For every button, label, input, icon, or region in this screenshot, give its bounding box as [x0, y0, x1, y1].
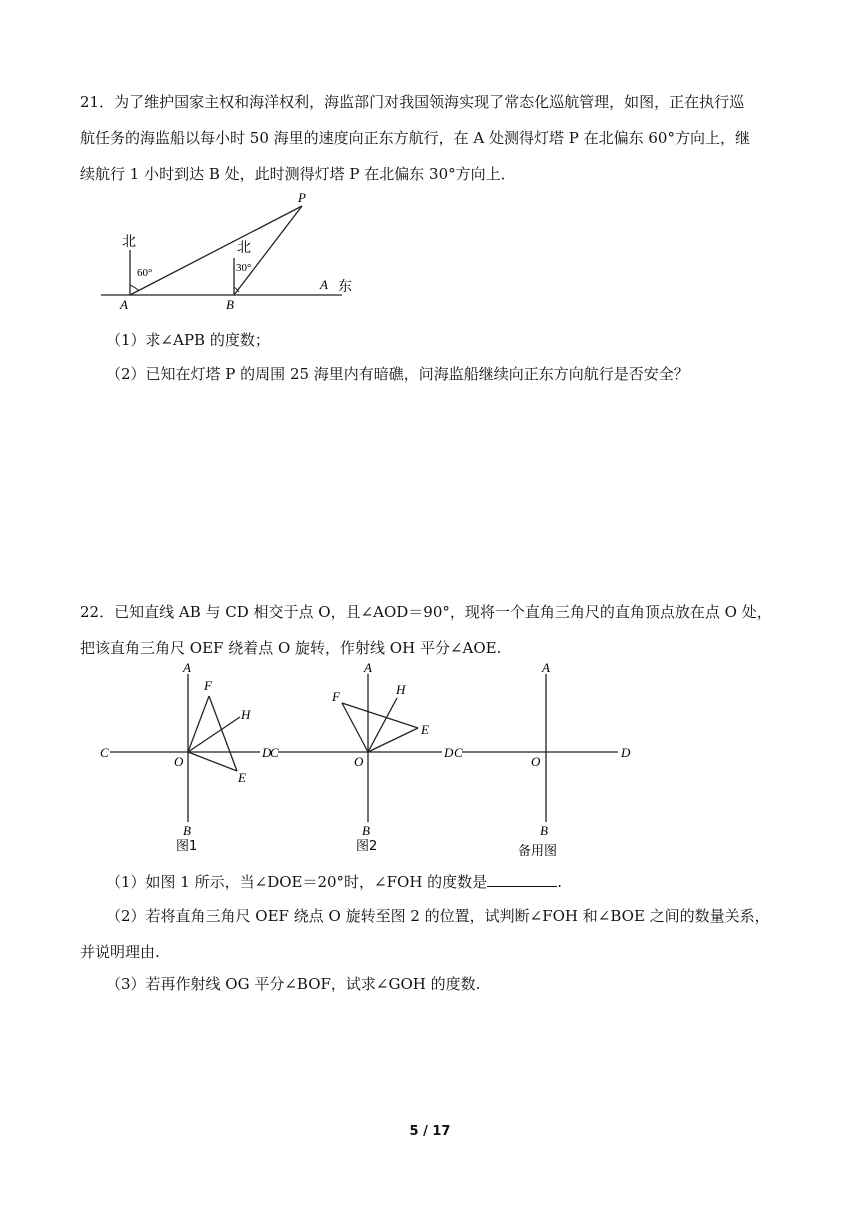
line-ap: [130, 206, 302, 295]
q21-part-1: （1）求∠APB 的度数；: [106, 331, 270, 349]
fig1-line-fe: [209, 696, 237, 771]
fig3-label-c: C: [454, 745, 463, 760]
answer-blank[interactable]: [487, 872, 557, 887]
angle-label-a: 60°: [137, 267, 153, 279]
q21-line-3: 续航行 1 小时到达 B 处，此时测得灯塔 P 在北偏东 30°方向上．: [80, 165, 516, 183]
q21-line-2: 航任务的海监船以每小时 50 海里的速度向正东方航行，在 A 处测得灯塔 P 在北偏东 60°方向上，继: [80, 129, 750, 147]
fig1-line-oe: [188, 752, 237, 771]
fig3-label-d: D: [621, 745, 631, 760]
angle-arc-a: [130, 285, 139, 291]
north-label-a: 北: [122, 235, 136, 250]
q22-line-2: 把该直角三角尺 OEF 绕着点 O 旋转，作射线 OH 平分∠AOE.: [80, 639, 502, 657]
q21-figure: [95, 188, 375, 312]
fig1-label-f: F: [204, 678, 212, 693]
point-p-label: P: [298, 190, 306, 205]
fig2-label-h: H: [396, 682, 406, 697]
q22-part-1-text: （1）如图 1 所示，当∠DOE＝20°时，∠FOH 的度数是: [106, 873, 488, 891]
fig3-caption: 备用图: [518, 844, 558, 859]
fig2-caption: 图2: [356, 839, 378, 854]
fig1-label-c: C: [100, 745, 109, 760]
fig1-line-oh: [188, 717, 240, 752]
point-a-label: A: [120, 297, 128, 312]
q22-part-2-line-2: 并说明理由.: [80, 943, 160, 961]
fig1-label-d: D: [262, 745, 272, 760]
q22-figure-2: [270, 660, 454, 854]
q22-part-2-line-1: （2）若将直角三角尺 OEF 绕点 O 旋转至图 2 的位置，试判断∠FOH 和∠BOE 之间的数量关系，: [106, 907, 770, 925]
fig1-line-of: [188, 696, 209, 752]
north-label-b: 北: [237, 241, 251, 256]
fig1-label-h: H: [241, 707, 251, 722]
q22-part-1: [106, 868, 786, 896]
q22-figure-1: [100, 660, 272, 854]
q22-figures: [90, 660, 650, 865]
q22-part-3: （3）若再作射线 OG 平分∠BOF，试求∠GOH 的度数.: [106, 975, 481, 993]
fig3-label-a: A: [542, 660, 550, 675]
fig2-label-a: A: [364, 660, 372, 675]
q22-part-1-end: .: [557, 873, 562, 891]
fig1-caption: 图1: [176, 839, 198, 854]
fig2-label-d: D: [444, 745, 454, 760]
page-number: 5 / 17: [409, 1124, 451, 1139]
q21-part-2: （2）已知在灯塔 P 的周围 25 海里内有暗礁，问海监船继续向正东方向航行是否安全？: [106, 365, 689, 383]
q22-line-1: 22．已知直线 AB 与 CD 相交于点 O，且∠AOD＝90°，现将一个直角三角尺的直角顶点放在点 O 处，: [80, 603, 772, 621]
fig2-label-c: C: [270, 745, 279, 760]
fig2-line-oh: [368, 698, 397, 752]
fig1-label-b: B: [183, 823, 191, 838]
fig1-label-e: E: [238, 770, 246, 785]
fig2-line-oe: [368, 728, 418, 752]
east-point-label: A: [320, 277, 328, 292]
fig2-label-b: B: [362, 823, 370, 838]
fig1-label-o: O: [174, 754, 184, 769]
fig2-label-o: O: [354, 754, 364, 769]
fig2-label-e: E: [421, 722, 429, 737]
fig3-label-b: B: [540, 823, 548, 838]
angle-label-b: 30°: [236, 262, 252, 274]
fig3-label-o: O: [531, 754, 541, 769]
q22-figure-spare: [454, 660, 631, 859]
fig2-label-f: F: [332, 689, 340, 704]
fig1-label-a: A: [183, 660, 191, 675]
q21-line-1: 21．为了维护国家主权和海洋权利，海监部门对我国领海实现了常态化巡航管理，如图，正在执行巡: [80, 93, 745, 111]
east-label: 东: [338, 280, 352, 295]
point-b-label: B: [226, 297, 234, 312]
